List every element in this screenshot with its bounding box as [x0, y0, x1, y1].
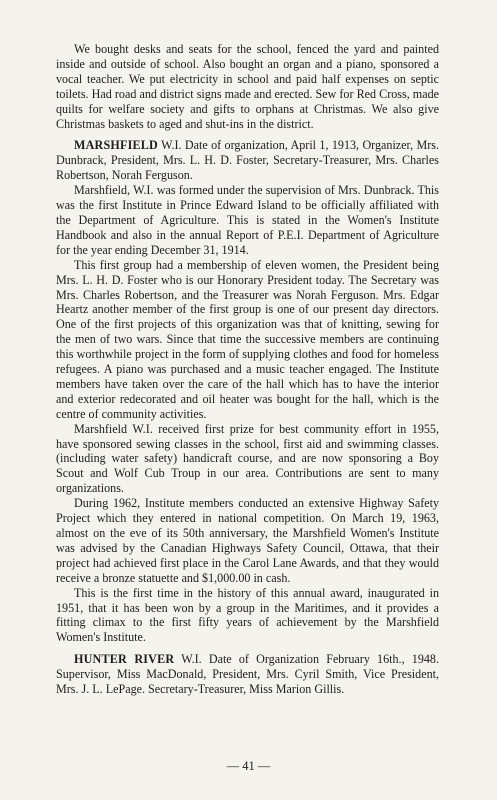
paragraph-marshfield-formation: Marshfield, W.I. was formed under the supervision of Mrs. Dunbrack. This was the first Institute in Prince Edward Island to be officially affiliated with the Department of Agriculture. This is stated in the Women's Institute Handbook and also in the annual Report of P.E.I. Department of Agriculture for the year ending December 31, 1914. — [56, 183, 439, 257]
page-number: — 41 — — [226, 759, 271, 773]
heading-marshfield: MARSHFIELD — [74, 138, 158, 153]
hunter-river-organization-details: W.I. Date of Organization February 16th., 1948. Supervisor, Miss MacDonald, President, Mrs. Cyril Smith, Vice President, Mrs. J. L. LePage. Secretary-Treasurer, Miss Marion Gillis. — [56, 652, 440, 697]
heading-hunter-river: HUNTER RIVER — [74, 652, 175, 667]
paragraph-highway-safety: During 1962, Institute members conducted an extensive Highway Safety Project which they entered in national competition. On March 19, 1963, almost on the eve of its 50th anniversary, the Marshfield Women's Institute was advised by the Canadian Highways Safety Council, Ottawa, that their project had achieved first place in the Carol Lane Awards, and that they would receive a bronze statuette and $1,000.00 in cash. — [56, 496, 439, 585]
paragraph-award-history: This is the first time in the history of this annual award, inaugurated in 1951, that it has been won by a group in the Maritimes, and it provides a fitting climax to the first fifty years of achievement by the Marshfield Women's Institute. — [56, 585, 439, 645]
paragraph-community-effort: Marshfield W.I. received first prize for best community effort in 1955, have sponsored sewing classes in the school, first aid and swimming classes. (including water safety) handicraft course, and are now sponsoring a Boy Scout and Wolf Cub Troup in our area. Contributions are sent to many organizations. — [56, 421, 439, 496]
paragraph-first-group: This first group had a membership of eleven women, the President being Mrs. L. H. D. Foster who is our Honorary President today. The Secretary was Mrs. Charles Robertson, and the Treasurer was Norah Ferguson. Mrs. Edgar Heartz another member of the first group is one of our present day directors. One of the first projects of this organization was that of knitting, sewing for the men of two wars. Since that time the successive members are continuing this worthwhile project in the form of supplying clothes and food for homeless refugees. A piano was purchased and a music teacher engaged. The Institute members have taken over the care of the hall which has to have the interior and exterior redecorated and oil heater was bought for the hall, which is the centre of community activities. — [56, 257, 439, 421]
paragraph-hunter-river-header — [56, 652, 439, 697]
paragraph-school-projects: We bought desks and seats for the school, fenced the yard and painted inside and outside of school. Also bought an organ and a piano, sponsored a vocal teacher. We put electricity in school and paid half expenses on septic toilets. Had road and district signs made and erected. Sew for Red Cross, made quilts for welfare society and gifts to orphans at Christmas. We also give Christmas baskets to aged and shut-ins in the district. — [56, 42, 439, 131]
marshfield-organization-details: W.I. Date of organization, April 1, 1913, Organizer, Mrs. Dunbrack, President, Mrs. L. H. D. Foster, Secretary-Treasurer, Mrs. Charles Robertson, Norah Ferguson. — [56, 138, 439, 183]
paragraph-marshfield-header — [56, 138, 439, 183]
